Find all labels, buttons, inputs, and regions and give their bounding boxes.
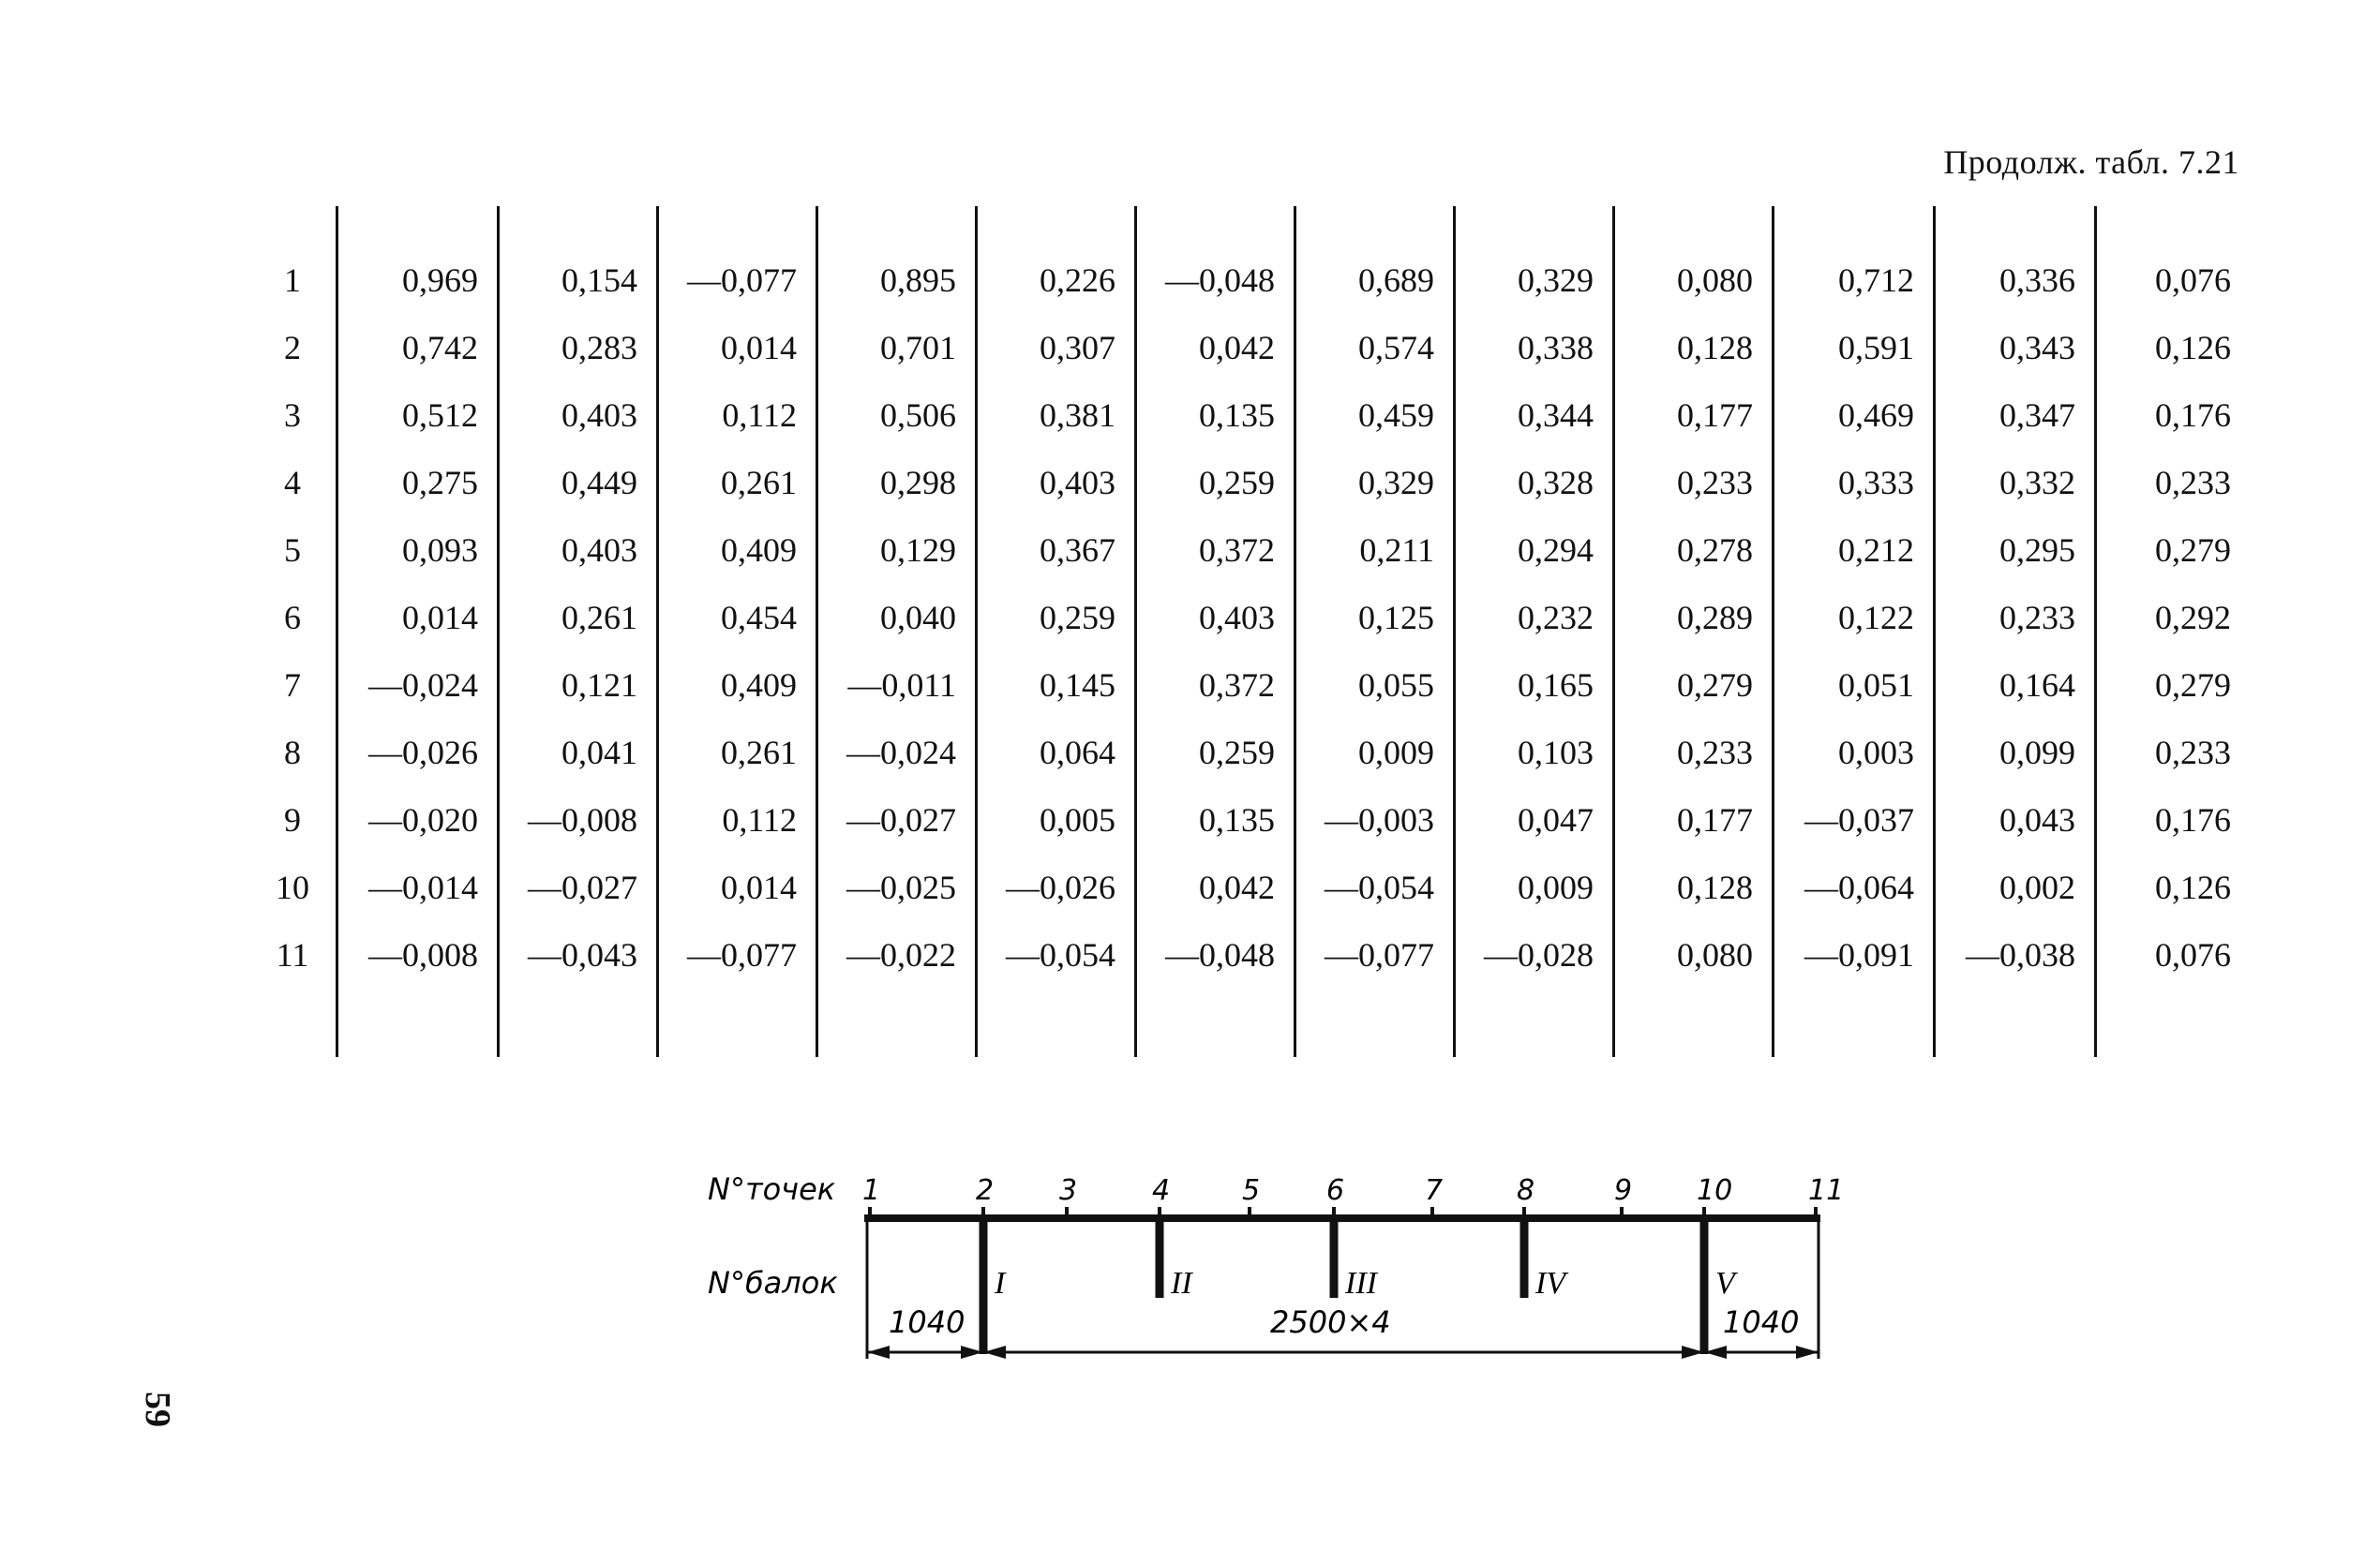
table-cell: 0,040: [880, 599, 956, 636]
table-cell: 0,278: [1677, 531, 1753, 569]
beam-label: V: [1715, 1266, 1735, 1301]
table-cell: 0,112: [722, 801, 797, 839]
row-number: 10: [276, 869, 309, 906]
table-cell: 0,055: [1358, 666, 1434, 704]
table-cell: 0,279: [2155, 666, 2231, 704]
table-cell: 0,259: [1040, 599, 1115, 636]
table-cell: 0,051: [1838, 666, 1914, 704]
table-cell: 0,344: [1518, 396, 1594, 434]
table-cell: 0,233: [2155, 464, 2231, 501]
table-cell: 0,591: [1838, 329, 1914, 366]
table-cell: 0,177: [1677, 396, 1753, 434]
table-cell: 0,275: [402, 464, 478, 501]
table-cell: 0,043: [1999, 801, 2075, 839]
dimension-middle: 2500×4: [1270, 1304, 1391, 1340]
table-cell: 0,261: [721, 464, 797, 501]
table-cell: 0,742: [402, 329, 478, 366]
table-cell: 0,895: [880, 261, 956, 299]
beam-label: IV: [1535, 1266, 1566, 1301]
point-number-label: 3: [1059, 1174, 1078, 1207]
point-number-label: 6: [1326, 1174, 1345, 1207]
dimension-arrow: [1796, 1346, 1819, 1359]
table-cell: 0,469: [1838, 396, 1914, 434]
dimension-right: 1040: [1723, 1304, 1800, 1340]
table-cell: 0,233: [1677, 734, 1753, 771]
table-cell: 0,009: [1518, 869, 1594, 906]
table-cell: 0,226: [1040, 261, 1115, 299]
diagram-body: [862, 1174, 1844, 1359]
table-cell: —0,091: [1804, 936, 1914, 974]
table-cell: 0,080: [1677, 261, 1753, 299]
table-cell: —0,077: [687, 261, 797, 299]
table-cell: 0,005: [1040, 801, 1115, 839]
table-cell: 0,233: [1677, 464, 1753, 501]
table-cell: —0,054: [1325, 869, 1434, 906]
table-cell: 0,261: [721, 734, 797, 771]
row-number: 8: [284, 734, 301, 771]
table-cell: —0,048: [1165, 936, 1275, 974]
table-cell: 0,233: [2155, 734, 2231, 771]
table-cell: 0,403: [561, 531, 637, 569]
table-cell: 0,076: [2155, 261, 2231, 299]
table-cell: 0,042: [1199, 869, 1275, 906]
table-cell: 0,135: [1199, 801, 1275, 839]
table-cell: 0,145: [1040, 666, 1115, 704]
dimension-left: 1040: [889, 1304, 965, 1340]
table-cell: —0,025: [846, 869, 956, 906]
table-cell: 0,289: [1677, 599, 1753, 636]
beam-label: II: [1171, 1266, 1192, 1301]
table-cell: 0,261: [561, 599, 637, 636]
table-cell: 0,259: [1199, 464, 1275, 501]
table-cell: 0,211: [1359, 531, 1434, 569]
table-cell: 0,014: [721, 869, 797, 906]
row-number: 3: [284, 396, 301, 434]
point-number-label: 7: [1425, 1174, 1444, 1207]
table-cell: 0,512: [402, 396, 478, 434]
table-cell: —0,027: [528, 869, 637, 906]
table-cell: —0,037: [1804, 801, 1914, 839]
table-cell: —0,026: [368, 734, 478, 771]
point-number-label: 11: [1808, 1174, 1845, 1207]
table-cell: 0,165: [1518, 666, 1594, 704]
table-cell: —0,008: [528, 801, 637, 839]
table-cell: 0,212: [1838, 531, 1914, 569]
table-cell: 0,122: [1838, 599, 1914, 636]
table-cell: —0,064: [1804, 869, 1914, 906]
table-cell: 0,343: [1999, 329, 2075, 366]
table-cell: 0,279: [1677, 666, 1753, 704]
point-number-label: 2: [976, 1174, 995, 1207]
table-cell: —0,077: [1325, 936, 1434, 974]
table-cell: 0,712: [1838, 261, 1914, 299]
point-number-label: 4: [1152, 1174, 1171, 1207]
page-number: 59: [138, 1392, 177, 1427]
table-cell: 0,409: [721, 666, 797, 704]
table-cell: 0,121: [561, 666, 637, 704]
table-cell: 0,347: [1999, 396, 2075, 434]
table-cell: —0,043: [528, 936, 637, 974]
table-cell: 0,329: [1518, 261, 1594, 299]
row-number: 2: [284, 329, 301, 366]
table-cell: 0,014: [721, 329, 797, 366]
table-cell: 0,689: [1358, 261, 1434, 299]
table-cell: 0,041: [561, 734, 637, 771]
table-cell: 0,080: [1677, 936, 1753, 974]
table-cell: —0,011: [847, 666, 956, 704]
table-cell: 0,372: [1199, 666, 1275, 704]
table-cell: 0,103: [1518, 734, 1594, 771]
beam-label: III: [1345, 1266, 1377, 1301]
table-cell: —0,054: [1006, 936, 1115, 974]
table-cell: 0,164: [1999, 666, 2075, 704]
points-label: N°точек: [708, 1171, 836, 1207]
table-cell: 0,128: [1677, 329, 1753, 366]
table-cell: 0,154: [561, 261, 637, 299]
point-number-label: 10: [1697, 1174, 1733, 1207]
table-cell: 0,135: [1199, 396, 1275, 434]
table-cell: 0,126: [2155, 869, 2231, 906]
table-cell: 0,298: [880, 464, 956, 501]
table-cell: —0,028: [1484, 936, 1594, 974]
table-cell: —0,022: [846, 936, 956, 974]
row-number: 5: [284, 531, 301, 569]
table-cell: —0,024: [846, 734, 956, 771]
point-number-label: 1: [862, 1174, 881, 1207]
table-cell: 0,372: [1199, 531, 1275, 569]
table-cell: —0,003: [1325, 801, 1434, 839]
row-number: 7: [284, 666, 301, 704]
table-cell: 0,014: [402, 599, 478, 636]
table-cell: 0,409: [721, 531, 797, 569]
point-number-label: 8: [1517, 1174, 1535, 1207]
table-cell: 0,329: [1358, 464, 1434, 501]
table-cell: 0,177: [1677, 801, 1753, 839]
table-cell: 0,328: [1518, 464, 1594, 501]
beam-label: I: [995, 1266, 1006, 1301]
table-cell: 0,283: [561, 329, 637, 366]
table-cell: 0,307: [1040, 329, 1115, 366]
table-cell: 0,381: [1040, 396, 1115, 434]
table-cell: 0,574: [1358, 329, 1434, 366]
table-cell: 0,112: [722, 396, 797, 434]
table-cell: —0,020: [368, 801, 478, 839]
row-number: 9: [284, 801, 301, 839]
table-cell: 0,459: [1358, 396, 1434, 434]
table-cell: —0,014: [368, 869, 478, 906]
point-number-label: 5: [1242, 1174, 1261, 1207]
table-cell: 0,126: [2155, 329, 2231, 366]
table-cell: 0,129: [880, 531, 956, 569]
table-cell: 0,128: [1677, 869, 1753, 906]
table-cell: 0,332: [1999, 464, 2075, 501]
table-cell: 0,292: [2155, 599, 2231, 636]
table-cell: 0,233: [1999, 599, 2075, 636]
table-cell: 0,047: [1518, 801, 1594, 839]
table-cell: 0,125: [1358, 599, 1434, 636]
table-cell: 0,506: [880, 396, 956, 434]
table-cell: 0,454: [721, 599, 797, 636]
table-cell: 0,449: [561, 464, 637, 501]
table-cell: 0,403: [561, 396, 637, 434]
table-cell: 0,002: [1999, 869, 2075, 906]
table-cell: 0,093: [402, 531, 478, 569]
table-cell: 0,042: [1199, 329, 1275, 366]
table-cell: 0,003: [1838, 734, 1914, 771]
dimension-arrow: [867, 1346, 890, 1359]
table-cell: 0,259: [1199, 734, 1275, 771]
row-number: 4: [284, 464, 301, 501]
table-cell: 0,009: [1358, 734, 1434, 771]
row-number: 6: [284, 599, 301, 636]
table-cell: 0,403: [1199, 599, 1275, 636]
table-cell: 0,295: [1999, 531, 2075, 569]
row-number: 11: [276, 936, 309, 974]
table-cell: —0,008: [368, 936, 478, 974]
table-cell: 0,076: [2155, 936, 2231, 974]
table-cell: 0,064: [1040, 734, 1115, 771]
table-cell: 0,099: [1999, 734, 2075, 771]
table-cell: 0,403: [1040, 464, 1115, 501]
table-cell: 0,279: [2155, 531, 2231, 569]
table-cell: 0,176: [2155, 396, 2231, 434]
table-cell: 0,701: [880, 329, 956, 366]
table-caption: Продолж. табл. 7.21: [1943, 143, 2239, 181]
table-cell: 0,176: [2155, 801, 2231, 839]
table-cell: —0,038: [1966, 936, 2075, 974]
table-cell: —0,024: [368, 666, 478, 704]
table-cell: 0,232: [1518, 599, 1594, 636]
table-cell: —0,048: [1165, 261, 1275, 299]
table-cell: 0,336: [1999, 261, 2075, 299]
table-cell: 0,333: [1838, 464, 1914, 501]
point-number-label: 9: [1614, 1174, 1633, 1207]
beams-label: N°балок: [708, 1265, 838, 1301]
table-cell: 0,338: [1518, 329, 1594, 366]
table-cell: 0,294: [1518, 531, 1594, 569]
row-number: 1: [284, 261, 301, 299]
table-cell: 0,367: [1040, 531, 1115, 569]
table-cell: —0,077: [687, 936, 797, 974]
table-cell: —0,026: [1006, 869, 1115, 906]
table-cell: 0,969: [402, 261, 478, 299]
table-cell: —0,027: [846, 801, 956, 839]
